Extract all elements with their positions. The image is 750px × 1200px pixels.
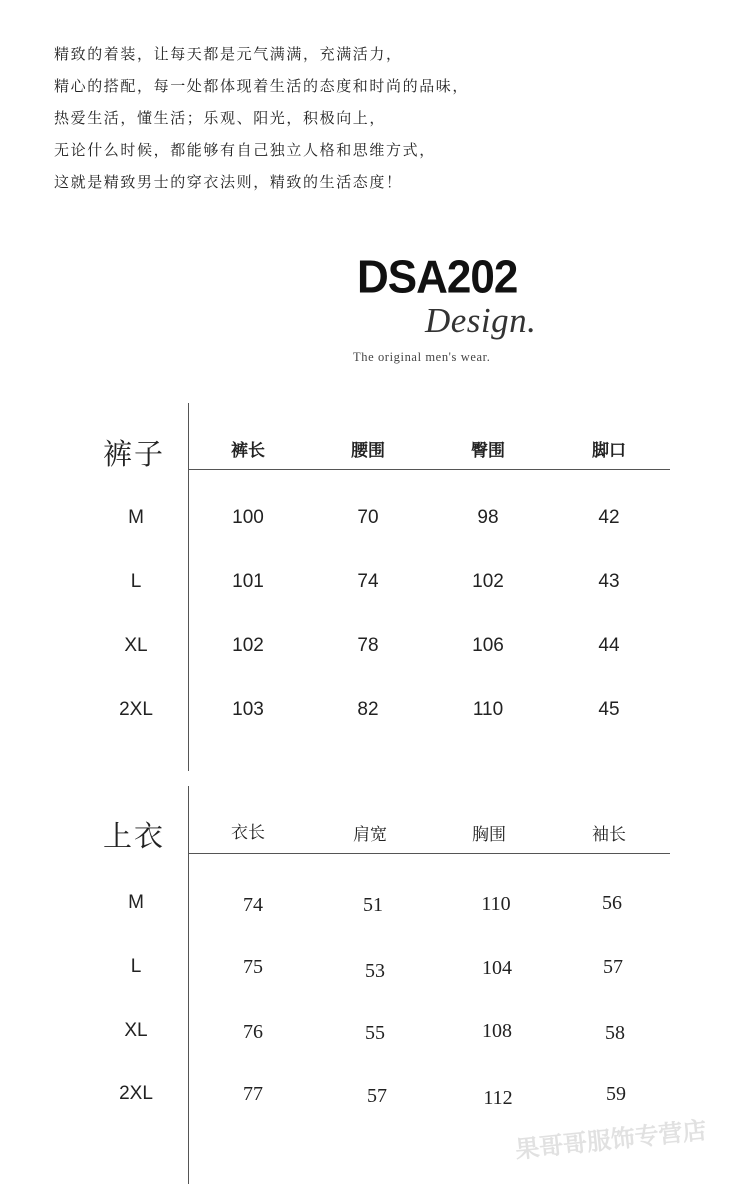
table-cell: 57: [603, 956, 623, 978]
table-header-divider: [189, 469, 670, 470]
pants-table-title: 裤子: [103, 437, 166, 471]
table-cell: 100: [232, 507, 264, 528]
table-cell: 108: [482, 1020, 512, 1042]
table-header-divider: [189, 853, 670, 854]
brand-block: [0, 0, 750, 380]
table-row: [0, 1020, 750, 1050]
table-cell: 44: [598, 635, 620, 656]
table-cell: 74: [357, 571, 379, 592]
table-cell: 75: [243, 956, 263, 978]
table-cell: 55: [365, 1022, 385, 1044]
table-cell: 59: [606, 1083, 626, 1105]
table-cell: 110: [481, 893, 511, 915]
table-cell: 110: [472, 699, 504, 720]
pants-header-cell: 臀围: [471, 441, 505, 461]
table-cell: 104: [482, 957, 512, 979]
size-label: XL: [124, 635, 148, 656]
table-cell: 82: [357, 699, 379, 720]
table-row: [0, 635, 750, 665]
table-cell: 42: [598, 507, 620, 528]
table-cell: 43: [598, 571, 620, 592]
table-cell: 102: [232, 635, 264, 656]
size-label: 2XL: [119, 699, 153, 720]
top-table-title: 上衣: [103, 819, 166, 853]
brand-tagline: The original men's wear.: [353, 350, 491, 364]
intro-line: 无论什么时候，都能够有自己独立人格和思维方式，: [54, 141, 436, 159]
size-label: L: [130, 956, 142, 977]
table-row: [0, 571, 750, 601]
size-label: M: [128, 507, 144, 528]
pants-header-cell: 脚口: [592, 441, 626, 461]
table-cell: 56: [602, 892, 622, 914]
table-cell: 51: [363, 894, 383, 916]
table-cell: 53: [365, 960, 385, 982]
top-header-cell: 肩宽: [353, 825, 387, 845]
table-row: [0, 699, 750, 729]
intro-line: 热爱生活，懂生活；乐观、阳光，积极向上，: [54, 109, 387, 127]
intro-line: 精心的搭配，每一处都体现着生活的态度和时尚的品味，: [54, 77, 470, 95]
top-header-cell: 衣长: [231, 823, 265, 843]
size-label: 2XL: [119, 1083, 153, 1104]
brand-design-script: Design.: [425, 301, 537, 340]
size-label: L: [130, 571, 142, 592]
table-cell: 102: [472, 571, 504, 592]
table-row: [0, 956, 750, 986]
brand-logo: DSA202: [357, 251, 518, 304]
table-cell: 78: [357, 635, 379, 656]
top-header-cell: 袖长: [592, 825, 626, 845]
table-row: [0, 892, 750, 922]
table-cell: 57: [367, 1085, 387, 1107]
table-cell: 77: [243, 1083, 263, 1105]
pants-header-cell: 裤长: [231, 441, 265, 461]
table-cell: 101: [232, 571, 264, 592]
table-cell: 103: [232, 699, 264, 720]
table-cell: 112: [483, 1087, 513, 1109]
table-cell: 70: [357, 507, 379, 528]
top-header-cell: 胸围: [472, 825, 506, 845]
table-cell: 98: [477, 507, 499, 528]
table-cell: 76: [243, 1021, 263, 1043]
table-cell: 58: [605, 1022, 625, 1044]
table-cell: 45: [598, 699, 620, 720]
table-row: [0, 507, 750, 537]
intro-line: 这就是精致男士的穿衣法则，精致的生活态度！: [54, 173, 403, 191]
pants-header-cell: 腰围: [351, 441, 385, 461]
store-watermark: 果哥哥服饰专营店: [513, 1116, 708, 1165]
table-cell: 106: [472, 635, 504, 656]
size-label: M: [128, 892, 144, 913]
intro-line: 精致的着装，让每天都是元气满满，充满活力，: [54, 45, 403, 63]
table-cell: 74: [243, 894, 263, 916]
table-row: [0, 1083, 750, 1113]
size-label: XL: [124, 1020, 148, 1041]
